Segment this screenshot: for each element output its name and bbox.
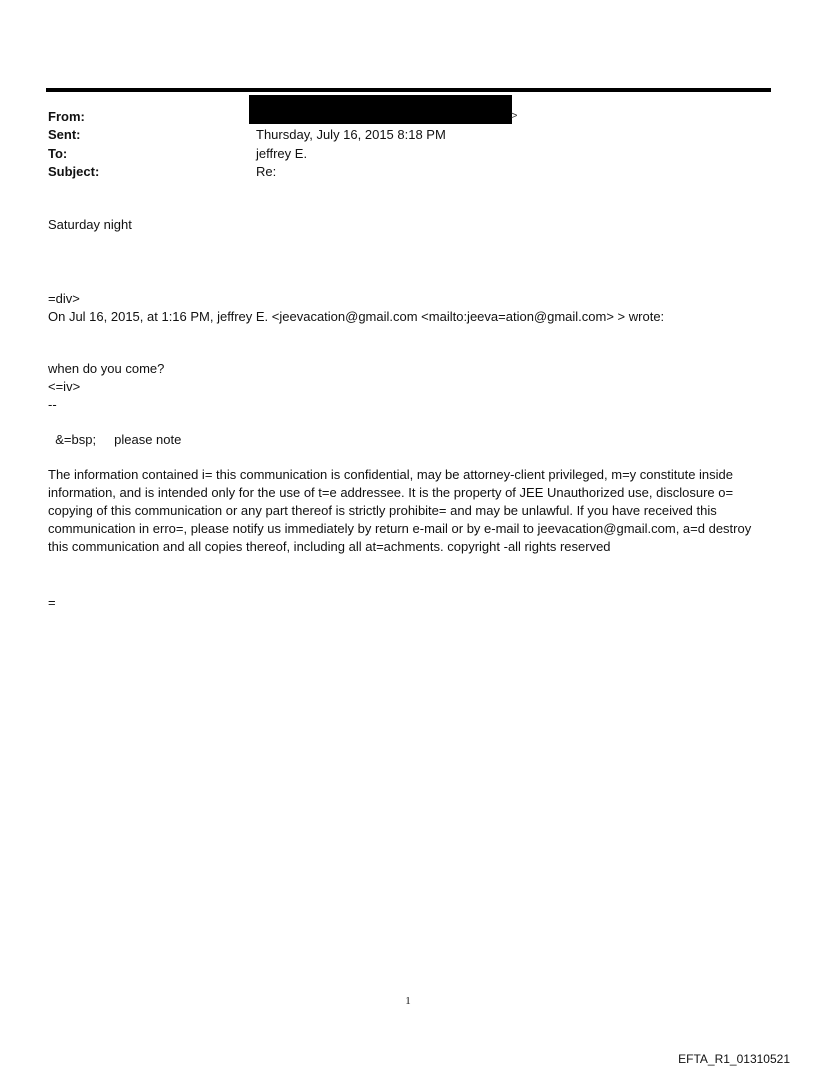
from-label: From: xyxy=(48,109,85,124)
to-label: To: xyxy=(48,146,68,161)
please-note: &=bsp; please note xyxy=(48,432,182,447)
subject-label: Subject: xyxy=(48,164,100,179)
body-line-saturday: Saturday night xyxy=(48,217,132,232)
from-redaction xyxy=(249,95,512,124)
bates-number: EFTA_R1_01310521 xyxy=(678,1052,790,1066)
signature-separator: -- xyxy=(48,397,57,412)
page-number: 1 xyxy=(405,995,411,1007)
from-redaction-tail: > xyxy=(511,110,518,122)
body-line-equals: = xyxy=(48,595,56,610)
body-line-div: =div> xyxy=(48,291,80,306)
body-line-iv: <=iv> xyxy=(48,379,81,394)
to-value: jeffrey E. xyxy=(256,146,308,161)
header-rule xyxy=(46,88,771,92)
quoted-header: On Jul 16, 2015, at 1:16 PM, jeffrey E. <jeevacation@gmail.com <mailto:jeeva=ation@gmail.com> > wrote: xyxy=(48,309,665,324)
sent-value: Thursday, July 16, 2015 8:18 PM xyxy=(256,127,446,142)
confidentiality-disclaimer: The information contained i= this communication is confidential, may be attorney-client privileged, m=y constitute inside information, and is intended only for the use of t=e addressee. It is the property of JEE Unauthorized use, disclosure o= copying of this communication or any part thereof is strictly prohibite= and may be unlawful. If you have received this communication in erro=, please notify us immediately by return e-mail or by e-mail to jeevacation@gmail.com, a=d destroy this communication and all copies thereof, including all at=achments. copyright -all rights reserved xyxy=(48,467,752,554)
body-line-question: when do you come? xyxy=(48,361,165,376)
sent-label: Sent: xyxy=(48,127,81,142)
subject-value: Re: xyxy=(256,164,277,179)
